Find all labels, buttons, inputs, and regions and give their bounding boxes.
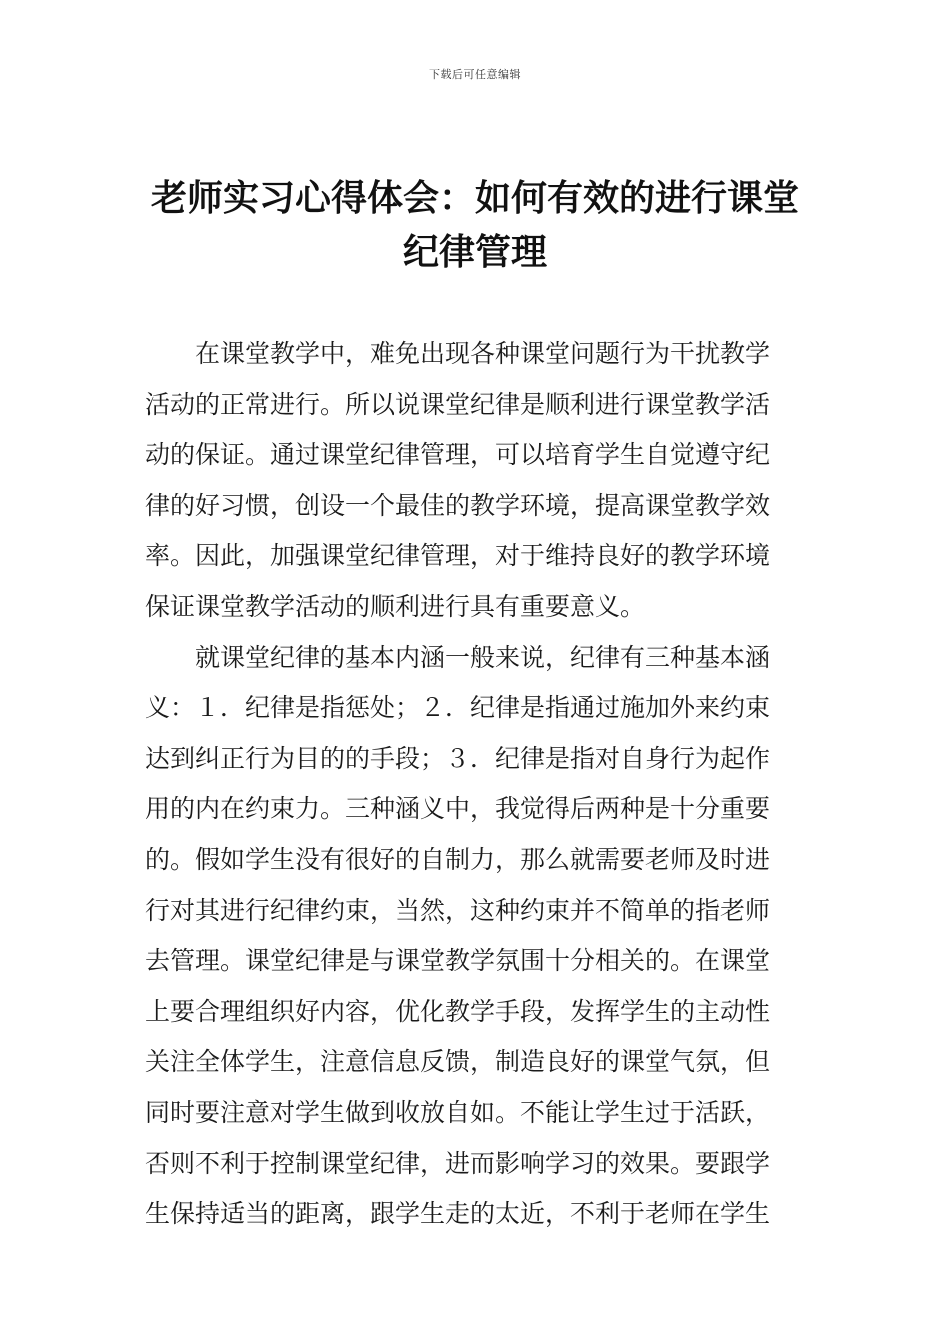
document-title	[140, 172, 810, 280]
paragraph-line: 否则不利于控制课堂纪律，进而影响学习的效果。要跟学	[145, 1148, 771, 1178]
paragraph-line: 达到纠正行为目的的手段；３．纪律是指对自身行为起作	[145, 743, 771, 773]
paragraph-line: 同时要注意对学生做到收放自如。不能让学生过于活跃，	[145, 1097, 771, 1127]
paragraph-line: 义：１．纪律是指惩处；２．纪律是指通过施加外来约束	[145, 693, 771, 723]
paragraph-1	[145, 329, 810, 633]
paragraph-line: 率。因此，加强课堂纪律管理，对于维持良好的教学环境	[145, 541, 771, 571]
paragraph-line: 动的保证。通过课堂纪律管理，可以培育学生自觉遵守纪	[145, 440, 771, 470]
title-line-2: 纪律管理	[402, 232, 547, 273]
document-body	[145, 329, 810, 1240]
paragraph-2	[145, 633, 810, 1240]
paragraph-line: 的。假如学生没有很好的自制力，那么就需要老师及时进	[145, 844, 771, 874]
paragraph-line: 用的内在约束力。三种涵义中，我觉得后两种是十分重要	[145, 794, 771, 824]
paragraph-line: 上要合理组织好内容，优化教学手段，发挥学生的主动性	[145, 996, 771, 1026]
paragraph-line: 律的好习惯，创设一个最佳的教学环境，提高课堂教学效	[145, 490, 771, 520]
paragraph-line: 关注全体学生，注意信息反馈，制造良好的课堂气氛，但	[145, 1047, 771, 1077]
header-note: 下载后可任意编辑	[429, 68, 521, 81]
paragraph-line: 保证课堂教学活动的顺利进行具有重要意义。	[145, 591, 646, 621]
paragraph-line: 在课堂教学中，难免出现各种课堂问题行为干扰教学	[195, 339, 771, 368]
paragraph-line: 行对其进行纪律约束，当然，这种约束并不简单的指老师	[145, 895, 771, 925]
paragraph-line: 活动的正常进行。所以说课堂纪律是顺利进行课堂教学活	[145, 389, 771, 419]
title-line-1: 老师实习心得体会：如何有效的进行课堂	[150, 178, 799, 219]
paragraph-line: 生保持适当的距离，跟学生走的太近，不利于老师在学生	[145, 1199, 771, 1229]
paragraph-line: 就课堂纪律的基本内涵一般来说，纪律有三种基本涵	[195, 642, 771, 672]
paragraph-line: 去管理。课堂纪律是与课堂教学氛围十分相关的。在课堂	[145, 946, 771, 976]
